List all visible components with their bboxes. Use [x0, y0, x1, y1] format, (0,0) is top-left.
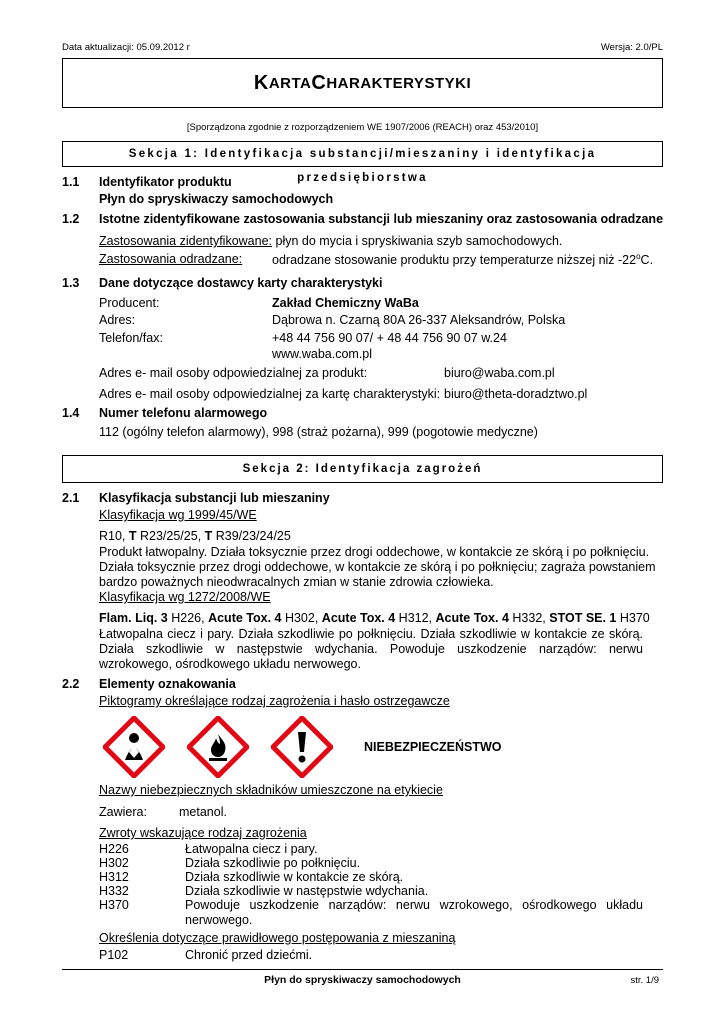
version: Wersja: 2.0/PL — [600, 42, 663, 53]
footer-divider — [62, 969, 663, 970]
h-statements-label: Zwroty wskazujące rodzaj zagrożenia — [99, 826, 307, 840]
section-1-1-number: 1.1 — [62, 175, 80, 189]
classification-clp-label: Klasyfikacja wg 1272/2008/WE — [99, 590, 271, 604]
section-1-4-number: 1.4 — [62, 406, 80, 420]
h-text: Łatwopalna ciecz i pary. — [185, 842, 318, 856]
section-1-4-title: Numer telefonu alarmowego — [99, 406, 268, 420]
dsd-description: Produkt łatwopalny. Działa toksycznie przez drogi oddechowe, w kontakcie ze skórą i po połknięciu. Działa toksycznie przez drogi oddechowe, w kontakcie ze skórą i po połknięciu; zagraża powstaniem bardzo poważnych nieodwracalnych zmian w stanie zdrowia człowieka. — [99, 545, 656, 589]
h-code: H312 — [99, 870, 129, 884]
flame-icon — [187, 716, 249, 778]
producer-name: Zakład Chemiczny WaBa — [272, 296, 419, 310]
advised-against-label: Zastosowania odradzane: — [99, 252, 243, 266]
address-label: Adres: — [99, 313, 136, 327]
pictograms-label: Piktogramy określające rodzaj zagrożenia i hasło ostrzegawcze — [99, 694, 450, 708]
h-code: H302 — [99, 856, 129, 870]
advised-against-value: odradzane stosowanie produktu przy temperaturze niższej niż -22$^o$C. — [272, 252, 654, 268]
flame-pictogram — [187, 716, 249, 778]
address-value: Dąbrowa n. Czarną 80A 26-337 Aleksandrów, Polska — [272, 313, 566, 327]
section-1-2-title: Istotne zidentyfikowane zastosowania substancji lub mieszaniny oraz zastosowania odradzane — [99, 212, 664, 226]
h-text: Działa szkodliwie w następstwie wdychania. — [185, 884, 429, 898]
contains-value: metanol. — [179, 805, 227, 819]
emergency-numbers: 112 (ogólny telefon alarmowy), 998 (straż pożarna), 999 (pogotowie medyczne) — [99, 425, 538, 439]
section-1-3-title: Dane dotyczące dostawcy karty charakterystyki — [99, 276, 383, 290]
product-identifier: Płyn do spryskiwaczy samochodowych — [99, 192, 334, 206]
health-hazard-pictogram — [103, 716, 165, 778]
h-code: H370 — [99, 898, 129, 912]
identified-uses: Zastosowania zidentyfikowane: płyn do mycia i spryskiwania szyb samochodowych. — [99, 234, 563, 248]
section-2-1-title: Klasyfikacja substancji lub mieszaniny — [99, 491, 330, 505]
h-text: Powoduje uszkodzenie narządów: nerwu wzrokowego, ośrodkowego układu nerwowego. — [185, 898, 643, 927]
producer-label: Producent: — [99, 296, 160, 310]
p-statements-label: Określenia dotyczące prawidłowego postępowania z mieszaniną — [99, 931, 456, 945]
document-title: K ARTA C HARAKTERYSTYKI — [62, 58, 663, 108]
h-code: H226 — [99, 842, 129, 856]
section-2-heading: Sekcja 2: Identyfikacja zagrożeń — [62, 455, 663, 483]
exclamation-pictogram — [271, 716, 333, 778]
h-code: H332 — [99, 884, 129, 898]
exclamation-icon — [271, 716, 333, 778]
section-1-3-number: 1.3 — [62, 276, 80, 290]
clp-classes: Flam. Liq. 3 H226, Acute Tox. 4 H302, Acute Tox. 4 H312, Acute Tox. 4 H332, STOT SE. 1 H370 — [99, 611, 650, 625]
section-2-2-number: 2.2 — [62, 677, 80, 691]
section-1-1-title: Identyfikator produktu — [99, 175, 232, 189]
contains-label: Zawiera: — [99, 805, 147, 819]
website-link[interactable]: www.waba.com.pl — [272, 347, 373, 361]
p-text: Chronić przed dziećmi. — [185, 948, 313, 962]
email-sds-label: Adres e- mail osoby odpowiedzialnej za kartę charakterystyki: — [99, 387, 441, 401]
update-date: Data aktualizacji: 05.09.2012 r — [62, 42, 190, 53]
classification-dsd-label: Klasyfikacja wg 1999/45/WE — [99, 508, 257, 522]
clp-description: Łatwopalna ciecz i pary. Działa szkodliwie po połknięciu. Działa szkodliwie w kontakcie ze skórą. Działa szkodliwie w następstwie wdychania. Powoduje uszkodzenie narządów: nerwu wzrokowego, ośrodkowego układu nerwowego. — [99, 627, 643, 671]
footer-product: Płyn do spryskiwaczy samochodowych — [264, 974, 461, 986]
phone-value: +48 44 756 90 07/ + 48 44 756 90 07 w.24 — [272, 331, 507, 345]
section-1-heading: Sekcja 1: Identyfikacja substancji/mieszaniny i identyfikacja przedsiębiorstwa — [62, 141, 663, 167]
p-code: P102 — [99, 948, 129, 962]
regulation-note: [Sporządzona zgodnie z rozporządzeniem WE 1907/2006 (REACH) oraz 453/2010] — [186, 122, 539, 133]
email-sds-link[interactable]: biuro@theta-doradztwo.pl — [444, 387, 588, 401]
r-phrases: R10, T R23/25/25, T R39/23/24/25 — [99, 529, 291, 543]
health-hazard-icon — [103, 716, 165, 778]
email-product-label: Adres e- mail osoby odpowiedzialnej za produkt: — [99, 366, 368, 380]
h-text: Działa szkodliwie po połknięciu. — [185, 856, 361, 870]
page-number: str. 1/9 — [630, 975, 659, 986]
phone-label: Telefon/fax: — [99, 331, 163, 345]
email-product-link[interactable]: biuro@waba.com.pl — [444, 366, 555, 380]
hazardous-components-label: Nazwy niebezpiecznych składników umieszczone na etykiecie — [99, 783, 443, 797]
section-1-2-number: 1.2 — [62, 212, 80, 226]
signal-word: NIEBEZPIECZEŃSTWO — [364, 740, 502, 754]
h-text: Działa szkodliwie w kontakcie ze skórą. — [185, 870, 404, 884]
section-2-1-number: 2.1 — [62, 491, 80, 505]
section-2-2-title: Elementy oznakowania — [99, 677, 236, 691]
